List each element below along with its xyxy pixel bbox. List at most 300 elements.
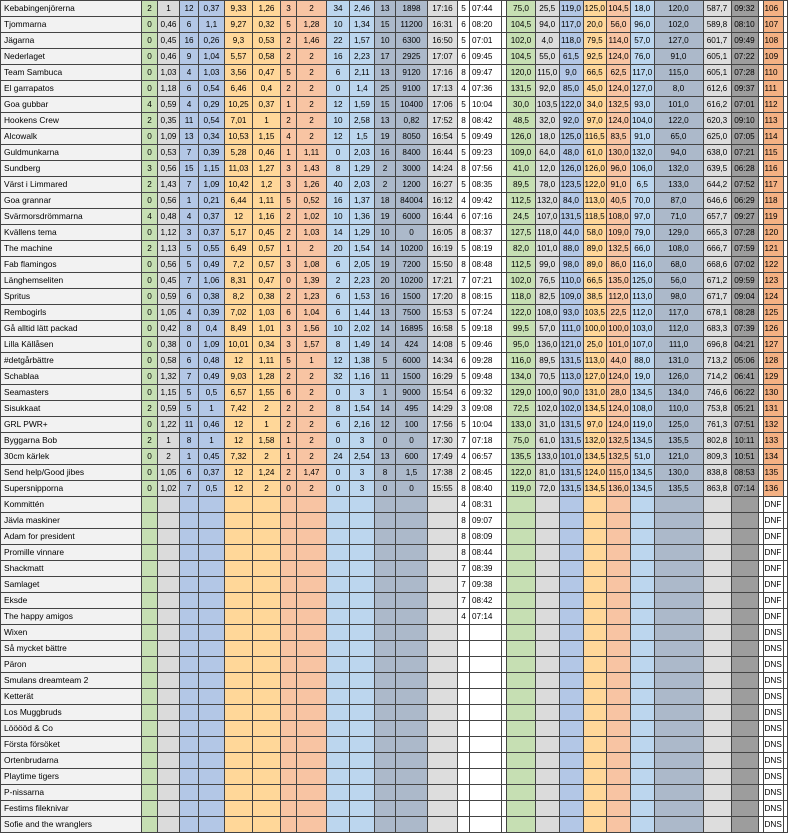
score-cell <box>507 529 536 545</box>
score-cell <box>350 817 375 833</box>
score-cell: 15:54 <box>428 385 458 401</box>
table-row <box>1 177 788 193</box>
score-cell: 13 <box>375 113 396 129</box>
team-name-cell: Guldmunkarna <box>1 145 142 161</box>
table-row <box>1 481 788 497</box>
rank-cell: DNS <box>763 721 783 737</box>
team-name-cell: Samlaget <box>1 577 142 593</box>
score-cell <box>654 609 703 625</box>
score-cell: 16:19 <box>428 241 458 257</box>
score-cell <box>375 577 396 593</box>
score-cell: 131,0 <box>654 353 703 369</box>
rank-cell: DNF <box>763 593 783 609</box>
score-cell <box>654 625 703 641</box>
score-cell: 3 <box>281 1 297 17</box>
score-cell: 6 <box>458 353 470 369</box>
score-cell <box>607 593 631 609</box>
score-cell: 1,02 <box>297 209 327 225</box>
score-cell <box>559 705 583 721</box>
score-cell: 5 <box>458 337 470 353</box>
score-cell <box>428 769 458 785</box>
score-cell: 72,0 <box>536 481 560 497</box>
score-cell: 17:06 <box>428 97 458 113</box>
score-cell: 0 <box>327 385 350 401</box>
score-cell: 1,05 <box>158 465 180 481</box>
score-cell <box>731 657 758 673</box>
score-cell: 6 <box>458 17 470 33</box>
spacer-cell <box>783 401 787 417</box>
score-cell <box>583 545 607 561</box>
score-cell: 113,0 <box>559 369 583 385</box>
score-cell: 113,0 <box>583 193 607 209</box>
score-cell <box>375 529 396 545</box>
score-cell: 15 <box>375 17 396 33</box>
score-cell <box>225 609 253 625</box>
score-cell <box>428 801 458 817</box>
score-cell <box>607 769 631 785</box>
score-cell: 1 <box>158 1 180 17</box>
score-cell: 8 <box>458 225 470 241</box>
score-cell <box>703 785 731 801</box>
score-cell: 0,59 <box>158 97 180 113</box>
score-cell: 2 <box>375 161 396 177</box>
score-cell <box>327 609 350 625</box>
score-cell <box>350 577 375 593</box>
score-cell: 65,0 <box>654 129 703 145</box>
score-cell: 5 <box>458 305 470 321</box>
score-cell: 4 <box>458 449 470 465</box>
score-cell: 10:11 <box>731 433 758 449</box>
score-cell: 1,11 <box>253 193 281 209</box>
score-cell <box>375 673 396 689</box>
score-cell: 0 <box>142 369 158 385</box>
score-cell: 127,0 <box>654 33 703 49</box>
score-cell: 0 <box>142 449 158 465</box>
score-cell: 102,0 <box>536 401 560 417</box>
score-cell: 102,0 <box>507 33 536 49</box>
score-cell <box>631 609 655 625</box>
score-cell: 94,0 <box>654 145 703 161</box>
table-row <box>1 689 788 705</box>
table-row <box>1 241 788 257</box>
score-cell <box>180 705 199 721</box>
score-cell: 10 <box>327 321 350 337</box>
score-cell <box>180 513 199 529</box>
score-cell: 4 <box>180 305 199 321</box>
spacer-cell <box>783 241 787 257</box>
score-cell: 2 <box>281 49 297 65</box>
score-cell: 0 <box>375 433 396 449</box>
score-cell: 109,0 <box>507 145 536 161</box>
score-cell <box>559 801 583 817</box>
score-cell: 8,49 <box>225 321 253 337</box>
score-cell: 1,57 <box>350 33 375 49</box>
score-cell <box>375 657 396 673</box>
score-cell: 1 <box>180 449 199 465</box>
score-cell: 9,03 <box>225 369 253 385</box>
score-cell: 0,82 <box>396 113 428 129</box>
score-cell <box>375 497 396 513</box>
score-cell <box>536 689 560 705</box>
score-cell <box>281 657 297 673</box>
score-cell <box>607 641 631 657</box>
score-cell <box>703 561 731 577</box>
score-cell: 127,0 <box>631 81 655 97</box>
score-cell <box>559 817 583 833</box>
score-cell: 112,0 <box>654 321 703 337</box>
score-cell <box>375 705 396 721</box>
score-cell: 104,5 <box>507 49 536 65</box>
score-cell: 135,0 <box>607 273 631 289</box>
score-cell: 2,58 <box>350 113 375 129</box>
score-cell: 125,0 <box>654 417 703 433</box>
score-cell: 135,5 <box>654 481 703 497</box>
score-cell: 1,05 <box>158 305 180 321</box>
score-cell <box>703 769 731 785</box>
team-name-cell: Spritus <box>1 289 142 305</box>
score-cell <box>654 657 703 673</box>
score-cell <box>703 753 731 769</box>
score-cell: 114,0 <box>607 33 631 49</box>
score-cell: 07:24 <box>470 305 502 321</box>
score-cell: 8 <box>327 337 350 353</box>
score-cell: 0 <box>327 465 350 481</box>
score-cell: 10 <box>327 209 350 225</box>
score-cell <box>396 497 428 513</box>
rank-cell: 112 <box>763 97 783 113</box>
score-cell <box>631 801 655 817</box>
score-cell <box>396 817 428 833</box>
score-cell <box>253 593 281 609</box>
score-cell: 134,5 <box>583 449 607 465</box>
score-cell <box>654 705 703 721</box>
score-cell: 1,5 <box>396 465 428 481</box>
score-cell: 0,5 <box>199 481 225 497</box>
score-cell: 0,55 <box>199 241 225 257</box>
score-cell <box>297 705 327 721</box>
score-cell: 09:10 <box>731 113 758 129</box>
score-cell <box>142 785 158 801</box>
score-cell <box>507 737 536 753</box>
score-cell: 424 <box>396 337 428 353</box>
score-cell: 134,5 <box>583 481 607 497</box>
score-cell: 809,3 <box>703 449 731 465</box>
score-cell <box>253 577 281 593</box>
score-cell <box>158 497 180 513</box>
score-cell: 671,2 <box>703 273 731 289</box>
score-cell: 1 <box>180 193 199 209</box>
score-cell: 3 <box>180 225 199 241</box>
score-cell: 8400 <box>396 145 428 161</box>
score-cell: 09:47 <box>470 65 502 81</box>
score-cell: 08:20 <box>470 17 502 33</box>
score-cell <box>654 561 703 577</box>
score-cell <box>583 817 607 833</box>
score-cell: 1,1 <box>199 17 225 33</box>
score-cell: 101,0 <box>559 449 583 465</box>
table-row <box>1 81 788 97</box>
score-cell: 10 <box>327 113 350 129</box>
score-cell <box>327 529 350 545</box>
score-cell: 2 <box>253 401 281 417</box>
score-cell <box>350 753 375 769</box>
score-cell <box>180 769 199 785</box>
score-cell <box>199 673 225 689</box>
score-cell: 3 <box>281 161 297 177</box>
score-cell: 0 <box>396 225 428 241</box>
spacer-cell <box>783 17 787 33</box>
score-cell <box>180 737 199 753</box>
rank-cell: 122 <box>763 257 783 273</box>
score-cell: 124,0 <box>607 417 631 433</box>
score-cell: 9,33 <box>225 1 253 17</box>
score-cell <box>428 641 458 657</box>
score-cell <box>559 625 583 641</box>
score-cell <box>583 625 607 641</box>
score-cell: 56,0 <box>654 273 703 289</box>
score-cell: 5 <box>458 129 470 145</box>
score-cell: 16:44 <box>428 209 458 225</box>
rank-cell: 111 <box>763 81 783 97</box>
score-cell: 89,0 <box>583 257 607 273</box>
score-cell: 2 <box>297 481 327 497</box>
score-cell <box>631 625 655 641</box>
score-cell: 7 <box>180 177 199 193</box>
score-cell: 0,57 <box>253 257 281 273</box>
spacer-cell <box>783 465 787 481</box>
score-cell: 1,29 <box>350 225 375 241</box>
score-cell: 16 <box>180 33 199 49</box>
score-cell <box>703 513 731 529</box>
score-cell: 2 <box>142 241 158 257</box>
score-cell <box>396 641 428 657</box>
rank-cell: DNF <box>763 545 783 561</box>
score-cell: 1,43 <box>158 177 180 193</box>
score-cell <box>583 753 607 769</box>
score-cell: 1,2 <box>253 177 281 193</box>
score-cell: 116,5 <box>583 129 607 145</box>
score-cell <box>731 545 758 561</box>
score-cell <box>536 545 560 561</box>
score-cell: 2 <box>281 465 297 481</box>
team-name-cell: Nederlaget <box>1 49 142 65</box>
score-cell: 103,5 <box>583 305 607 321</box>
score-cell <box>281 529 297 545</box>
score-cell <box>142 545 158 561</box>
spacer-cell <box>783 33 787 49</box>
score-cell <box>703 609 731 625</box>
score-cell <box>428 753 458 769</box>
score-cell <box>396 593 428 609</box>
score-cell: 2 <box>297 1 327 17</box>
score-cell <box>225 721 253 737</box>
score-cell: 09:04 <box>731 289 758 305</box>
team-name-cell: Ketterät <box>1 689 142 705</box>
score-cell: 1,06 <box>199 273 225 289</box>
rank-cell: 134 <box>763 449 783 465</box>
score-cell: 108,0 <box>631 401 655 417</box>
score-cell <box>458 785 470 801</box>
score-cell: 135,5 <box>507 449 536 465</box>
score-cell: 1,49 <box>350 337 375 353</box>
score-cell: 61,0 <box>536 433 560 449</box>
score-cell: 0,37 <box>199 209 225 225</box>
score-cell <box>297 609 327 625</box>
score-cell: 0 <box>375 481 396 497</box>
score-cell: 130,0 <box>654 465 703 481</box>
score-cell: 126,0 <box>583 161 607 177</box>
score-cell <box>225 689 253 705</box>
score-cell: 6 <box>327 257 350 273</box>
score-cell <box>703 625 731 641</box>
score-cell: 0,58 <box>253 49 281 65</box>
score-cell: 92,0 <box>536 81 560 97</box>
score-cell <box>607 657 631 673</box>
score-cell: 2 <box>297 417 327 433</box>
score-cell <box>583 673 607 689</box>
score-cell <box>428 609 458 625</box>
score-cell: 5 <box>458 97 470 113</box>
score-cell <box>396 577 428 593</box>
score-cell: 9100 <box>396 81 428 97</box>
score-cell: 100,0 <box>536 385 560 401</box>
spacer-cell <box>783 753 787 769</box>
score-cell: 14 <box>327 225 350 241</box>
spacer-cell <box>783 721 787 737</box>
score-cell <box>281 817 297 833</box>
score-cell: 0 <box>142 225 158 241</box>
score-cell <box>253 657 281 673</box>
score-cell: 0,35 <box>158 113 180 129</box>
score-cell: 600 <box>396 449 428 465</box>
score-cell <box>536 609 560 625</box>
score-cell: 132,0 <box>536 193 560 209</box>
score-cell <box>253 561 281 577</box>
score-cell <box>297 753 327 769</box>
score-cell: 2 <box>253 481 281 497</box>
score-cell: 117,0 <box>654 305 703 321</box>
score-cell: 5 <box>458 241 470 257</box>
score-cell <box>142 769 158 785</box>
score-cell: 111,0 <box>654 337 703 353</box>
score-cell: 0,45 <box>158 273 180 289</box>
score-cell <box>350 529 375 545</box>
score-cell: 132,5 <box>607 449 631 465</box>
rank-cell: DNF <box>763 497 783 513</box>
rank-cell: DNS <box>763 657 783 673</box>
score-cell <box>507 657 536 673</box>
score-cell <box>731 641 758 657</box>
score-cell: 32,0 <box>536 113 560 129</box>
score-cell: 5 <box>458 177 470 193</box>
score-cell: 64,0 <box>536 145 560 161</box>
score-cell: 4 <box>180 209 199 225</box>
score-cell <box>375 721 396 737</box>
score-cell: 84,0 <box>559 193 583 209</box>
score-cell <box>607 737 631 753</box>
spacer-cell <box>783 609 787 625</box>
score-cell <box>350 673 375 689</box>
score-cell <box>583 705 607 721</box>
score-cell <box>607 705 631 721</box>
score-cell <box>583 737 607 753</box>
score-cell: 20 <box>327 241 350 257</box>
score-cell: 6,46 <box>225 81 253 97</box>
score-cell: 62,5 <box>607 65 631 81</box>
score-cell: 7 <box>458 273 470 289</box>
rank-cell: 110 <box>763 65 783 81</box>
score-cell: 118,0 <box>559 33 583 49</box>
score-cell <box>199 641 225 657</box>
score-cell <box>536 657 560 673</box>
score-cell: 124,0 <box>607 113 631 129</box>
score-cell <box>253 625 281 641</box>
score-cell <box>297 801 327 817</box>
score-cell <box>654 641 703 657</box>
score-cell: 0 <box>142 289 158 305</box>
score-cell: 683,3 <box>703 321 731 337</box>
score-cell <box>396 801 428 817</box>
rank-cell: DNS <box>763 737 783 753</box>
score-cell: 70,0 <box>631 193 655 209</box>
score-cell: 08:42 <box>470 593 502 609</box>
score-cell: 18 <box>375 193 396 209</box>
team-name-cell: Team Sambuca <box>1 65 142 81</box>
score-cell: 0,57 <box>253 241 281 257</box>
score-cell: 0,46 <box>158 49 180 65</box>
team-name-cell: Värst i Limmared <box>1 177 142 193</box>
score-cell: 07:56 <box>470 161 502 177</box>
score-cell: 3 <box>281 337 297 353</box>
score-cell: 16 <box>375 145 396 161</box>
score-cell: 10200 <box>396 241 428 257</box>
score-cell <box>631 769 655 785</box>
score-cell: 2 <box>158 449 180 465</box>
score-cell: 134,5 <box>631 385 655 401</box>
rank-cell: 121 <box>763 241 783 257</box>
score-cell: 5 <box>458 33 470 49</box>
score-cell <box>631 689 655 705</box>
table-row <box>1 225 788 241</box>
table-row <box>1 129 788 145</box>
table-row <box>1 305 788 321</box>
score-cell <box>375 641 396 657</box>
score-cell: 863,8 <box>703 481 731 497</box>
score-cell: 07:14 <box>731 481 758 497</box>
score-cell <box>536 497 560 513</box>
score-cell <box>536 625 560 641</box>
table-row <box>1 49 788 65</box>
score-cell <box>559 785 583 801</box>
table-row <box>1 1 788 17</box>
score-cell: 95,0 <box>507 337 536 353</box>
team-name-cell: Lööööd & Co <box>1 721 142 737</box>
score-cell <box>142 689 158 705</box>
score-cell: 09:45 <box>470 49 502 65</box>
score-cell: 14 <box>375 321 396 337</box>
score-cell: 0 <box>142 257 158 273</box>
score-cell <box>654 785 703 801</box>
score-cell <box>158 641 180 657</box>
score-cell: 0 <box>142 273 158 289</box>
score-cell: 1 <box>158 433 180 449</box>
score-cell: 0 <box>142 385 158 401</box>
score-cell: 07:14 <box>470 609 502 625</box>
score-cell: 12 <box>225 433 253 449</box>
score-cell <box>654 753 703 769</box>
score-cell: 2,23 <box>350 49 375 65</box>
rank-cell: 108 <box>763 33 783 49</box>
